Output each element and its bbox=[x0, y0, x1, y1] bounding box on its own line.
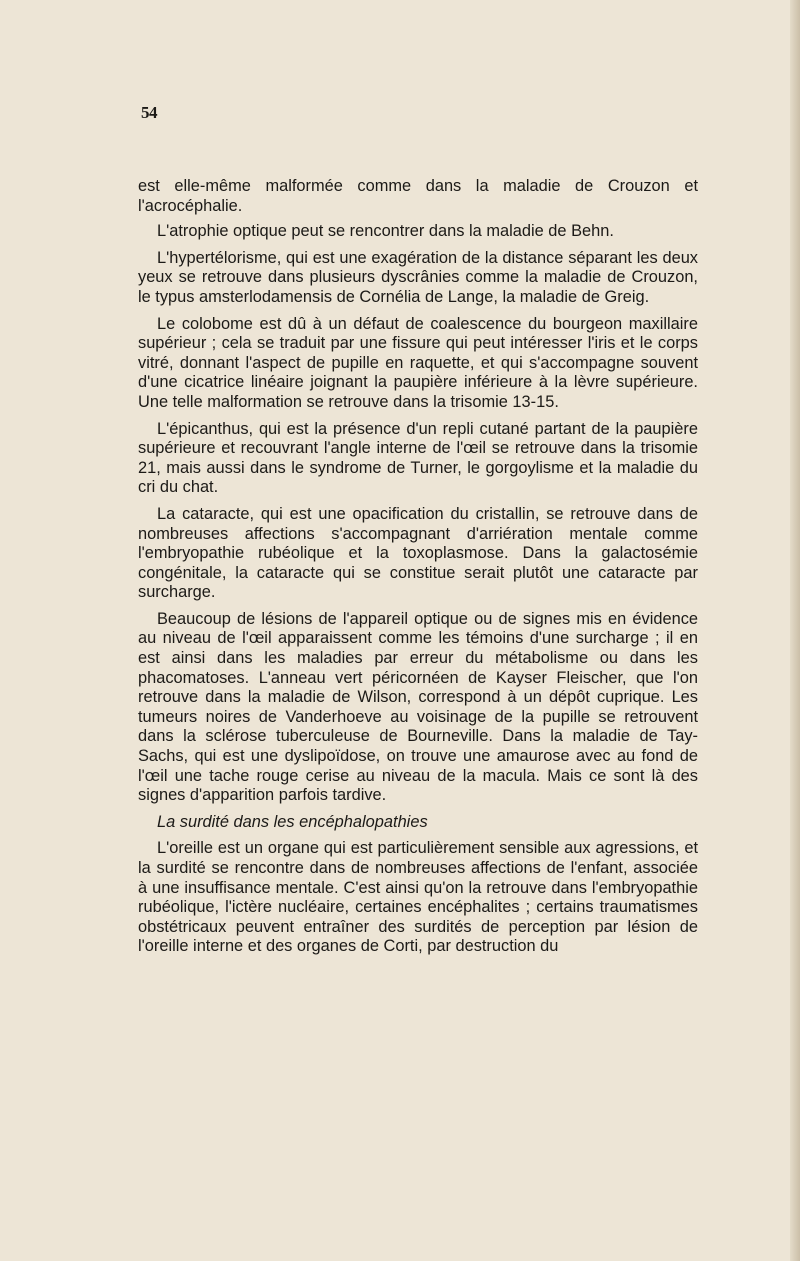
body-text bbox=[138, 177, 698, 964]
paragraph-lesions-optiques: Beaucoup de lésions de l'appareil optique ou de signes mis en évidence au niveau de l'œil apparaissent comme les témoins d'une surcharge ; il en est ainsi dans les maladies par erreur du métabolisme ou dans les phacomatoses. L'anneau vert péricornéen de Kayser Fleischer, que l'on retrouve dans la maladie de Wilson, correspond à un dépôt cuprique. Les tumeurs noires de Vanderhoeve au voisinage de la pupille se retrouvent dans la sclérose tuberculeuse de Bourneville. Dans la maladie de Tay-Sachs, qui est une dyslipoïdose, on trouve une amaurose avec au fond de l'œil une tache rouge cerise au niveau de la macula. Mais ce sont là des signes d'apparition parfois tardive. bbox=[138, 609, 698, 805]
paragraph-colobome: Le colobome est dû à un défaut de coalescence du bourgeon maxillaire supérieur ; cela se traduit par une fissure qui peut intéresser l'iris et le corps vitré, donnant l'aspect de pupille en raquette, et qui s'accompagne souvent d'une cicatrice linéaire joignant la paupière inférieure à la lèvre supérieure. Une telle malformation se retrouve dans la trisomie 13-15. bbox=[138, 314, 698, 411]
page-number: 54 bbox=[141, 103, 157, 122]
paragraph-cataracte: La cataracte, qui est une opacification du cristallin, se retrouve dans de nombreuses affections s'accompagnant d'arriération mentale comme l'embryopathie rubéolique et la toxoplasmose. Dans la galactosémie congénitale, la cataracte qui se constitue serait plutôt une cataracte par surcharge. bbox=[138, 504, 698, 602]
section-heading: La surdité dans les encéphalopathies bbox=[157, 812, 428, 831]
paragraph-oreille: L'oreille est un organe qui est particulièrement sensible aux agressions, et la surdité se rencontre dans de nombreuses affections de l'enfant, associée à une insuffisance mentale. C'est ainsi qu'on la retrouve dans l'embryopathie rubéolique, l'ictère nucléaire, certaines encéphalites ; certains traumatismes obstétricaux peuvent entraîner des surdités de perception par lésion de l'oreille interne et des organes de Corti, par destruction du bbox=[138, 839, 698, 956]
paragraph-atrophie-optique: L'atrophie optique peut se rencontrer dans la maladie de Behn. bbox=[157, 222, 614, 241]
page-edge bbox=[790, 0, 800, 1261]
paragraph-epicanthus: L'épicanthus, qui est la présence d'un repli cutané partant de la paupière supérieure et recouvrant l'angle interne de l'œil se retrouve dans la trisomie 21, mais aussi dans le syndrome de Turner, le gorgoylisme et la maladie du cri du chat. bbox=[138, 419, 698, 497]
paragraph-hypertelorisme: L'hypertélorisme, qui est une exagération de la distance séparant les deux yeux se retrouve dans plusieurs dyscrânies comme la maladie de Crouzon, le typus amsterlodamensis de Cornélia de Lange, la maladie de Greig. bbox=[138, 248, 698, 306]
paragraph-continued: est elle-même malformée comme dans la maladie de Crouzon et l'acrocéphalie. bbox=[138, 177, 698, 215]
